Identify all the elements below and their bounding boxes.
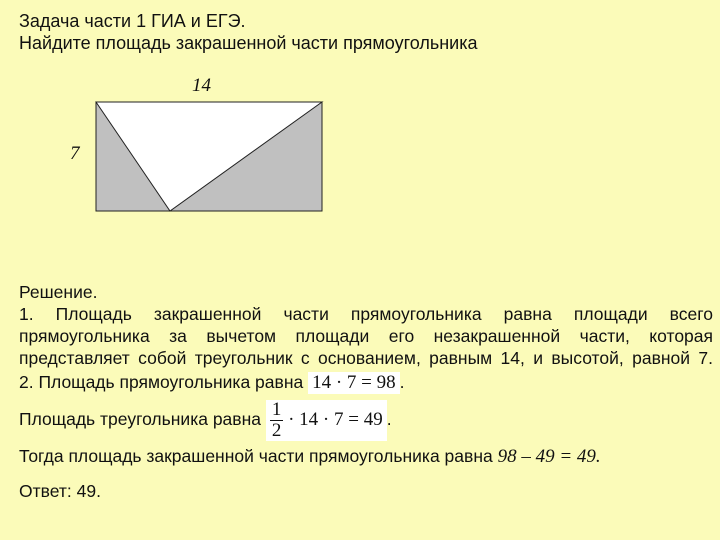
triangle-area-expression: · 14 · 7 = 49 <box>288 409 383 431</box>
solution-block <box>19 281 713 502</box>
height-label: 7 <box>70 143 80 164</box>
conclusion-line <box>19 445 713 468</box>
solution-heading: Решение. <box>19 282 98 302</box>
conclusion-formula: 98 – 49 = 49. <box>497 446 601 468</box>
triangle-area-line <box>19 400 713 441</box>
conclusion-text: Тогда площадь закрашенной части прямоугольника равна <box>19 446 493 467</box>
fraction-denominator: 2 <box>271 420 282 442</box>
triangle-area-text: Площадь треугольника равна <box>19 409 261 430</box>
fraction-numerator: 1 <box>271 399 282 421</box>
answer: Ответ: 49. <box>19 481 101 502</box>
step-2-text: 2. Площадь прямоугольника равна <box>19 372 304 392</box>
one-half-fraction <box>270 400 284 441</box>
triangle-period: . <box>386 409 392 430</box>
task-title: Задача части 1 ГИА и ЕГЭ. <box>19 11 246 31</box>
task-statement: Найдите площадь закрашенной части прямоугольника <box>19 33 478 53</box>
step-2-period: . <box>399 372 405 392</box>
solution-step-2 <box>19 371 713 394</box>
triangle-area-formula <box>266 400 387 441</box>
rectangle-area-formula: 14 · 7 = 98 <box>308 372 400 394</box>
solution-step-1: 1. Площадь закрашенной части прямоугольника равна площади всего прямоугольника за вычетом площади его незакрашенной части, которая представляет собой треугольник с основанием, равным 14, и высотой, равной 7. <box>19 304 713 368</box>
width-label: 14 <box>192 75 211 96</box>
